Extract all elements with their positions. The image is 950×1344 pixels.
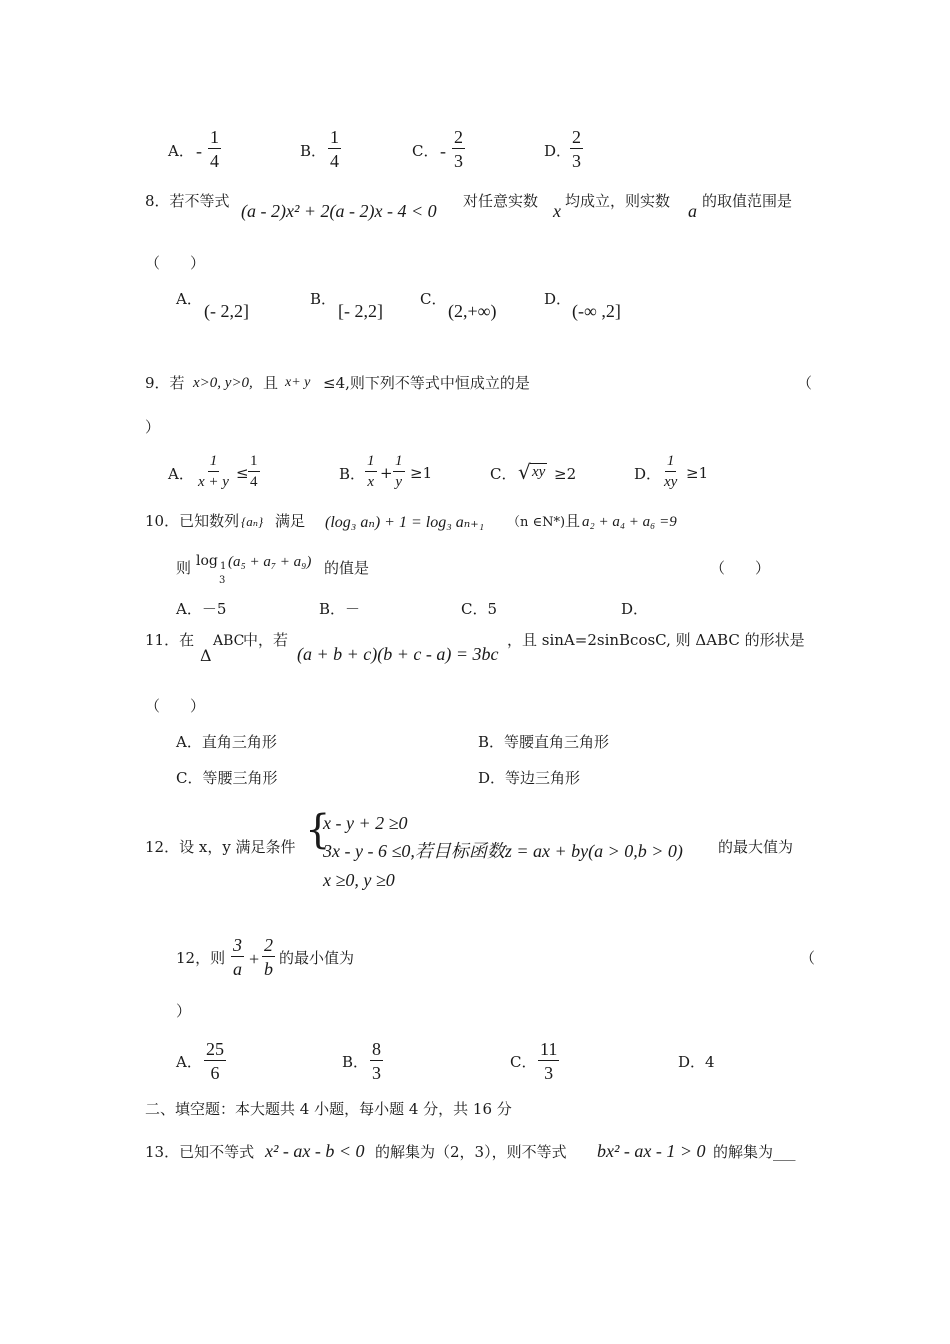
q9-text-2: 且	[263, 374, 279, 392]
q9-option-c-radicand: xy	[532, 464, 546, 480]
q9-option-c-label: C．	[490, 465, 517, 483]
q12-constraint-3: x ≥0, y ≥0	[323, 870, 395, 890]
q8-option-c-value: (2,+∞)	[448, 301, 497, 321]
q9-option-b-fraction: $\frac{1}{x}$	[367, 453, 375, 490]
q8-text-3: 均成立，则实数	[565, 192, 671, 210]
q7-option-b-label: B．	[300, 142, 327, 160]
q10-option-a: A．－5	[176, 600, 227, 618]
q11-option-a: A．直角三角形	[176, 733, 277, 751]
q12-constraint-2: 3x - y - 6 ≤0,若目标函数z = ax + by(a > 0,b > 0)	[323, 841, 683, 861]
q12-constraint-1: x - y + 2 ≥0	[323, 813, 408, 833]
q8-text-2: 对任意实数	[463, 192, 539, 210]
q10-sequence: {aₙ}	[241, 514, 264, 529]
q10-text-2: 满足	[275, 512, 306, 530]
q11-abc: ABC	[213, 633, 245, 649]
q7-option-c-fraction: $\frac{2}{3}$	[454, 127, 463, 171]
q8-var-x: x	[553, 201, 561, 221]
q7-option-a-label: A．	[168, 142, 194, 160]
q9-option-b-plus: +	[380, 464, 393, 482]
q12-option-a-label: A．	[176, 1053, 202, 1071]
q9-option-d-label: D．	[634, 465, 662, 483]
q9-option-d-fraction: $\frac{1}{xy}$	[664, 453, 678, 490]
q9-option-b-relation: ≥1	[410, 464, 433, 482]
q11-stem	[145, 633, 810, 665]
q12-line2-suffix: 的最小值为	[279, 949, 355, 967]
q12-paren-open: （	[800, 949, 816, 967]
q9-paren-open: （	[797, 374, 813, 392]
q10-answer-paren: （ ）	[710, 559, 771, 577]
q8-option-d-value: (-∞ ,2]	[572, 301, 621, 321]
q11-text-3: ，且 sinA=2sinBcosC, 则 ΔABC 的形状是	[507, 631, 805, 649]
q11-text-2: 中，若	[243, 631, 289, 649]
q8-option-d-label: D．	[544, 290, 572, 308]
q13-text-2: 的解集为（2，3），则不等式	[375, 1143, 567, 1161]
q12-fraction-1: $\frac{3}{a}$	[233, 935, 242, 979]
q13-formula-2: bx² - ax - 1 > 0	[597, 1141, 706, 1161]
q12-option-b-label: B．	[342, 1053, 369, 1071]
q10-formula-2: a₂ + a₄ + a₆ =9	[582, 514, 677, 530]
q12-line-2	[176, 935, 816, 984]
q7-option-d-label: D．	[544, 142, 572, 160]
q9-number: 9．若	[145, 374, 185, 392]
section-2-title: 二、填空题：本大题共 4 小题，每小题 4 分，共 16 分	[145, 1100, 512, 1118]
q7-option-b-fraction: $\frac{1}{4}$	[330, 127, 339, 171]
q12-option-d: D．4	[678, 1053, 715, 1071]
q10-log-base-top: 1	[220, 561, 227, 572]
q10-formula: (log₃ aₙ) + 1 = log₃ aₙ₊₁	[325, 514, 485, 531]
q9-option-a-fraction-2: $\frac{1}{4}$	[250, 453, 258, 490]
q8-number: 8．若不等式	[145, 192, 230, 210]
q9-option-c-relation: ≥2	[554, 465, 577, 483]
q8-option-a-label: A．	[176, 290, 202, 308]
q8-answer-paren: （ ）	[145, 254, 206, 272]
q8-var-a: a	[688, 201, 697, 221]
q13-number: 13．已知不等式	[145, 1143, 255, 1161]
q7-option-c-label: C．	[412, 142, 439, 160]
q13-stem	[145, 1140, 810, 1170]
q9-condition-2: x+ y	[285, 375, 311, 390]
q10-options	[176, 602, 656, 622]
q12-plus: +	[249, 949, 260, 969]
q9-paren-close: ）	[145, 418, 161, 436]
q12-fraction-2: $\frac{2}{b}$	[264, 935, 273, 979]
q12-number: 12．设 x，y 满足条件	[145, 838, 296, 856]
q8-stem	[145, 194, 810, 224]
q9-condition: x>0, y>0,	[193, 375, 253, 391]
q12-line2-prefix: 12，则	[176, 949, 226, 967]
q10-condition: （n ∈N*)	[507, 515, 566, 530]
q10-log-base-bottom: 3	[219, 575, 226, 586]
q7-option-c-sign: -	[440, 141, 446, 161]
q10-line-2	[176, 552, 771, 588]
q11-answer-paren: （ ）	[145, 697, 206, 715]
q13-formula: x² - ax - b < 0	[265, 1141, 365, 1161]
q12-stem	[145, 808, 810, 896]
q10-stem	[145, 514, 765, 538]
q9-option-a-relation: ≤	[236, 464, 249, 482]
q11-option-b: B．等腰直角三角形	[478, 733, 610, 751]
q12-paren-close: ）	[176, 1002, 192, 1020]
q10-text-3: 且	[565, 512, 581, 530]
q8-option-b-label: B．	[310, 290, 337, 308]
q9-option-c-radical-icon: √	[518, 460, 531, 484]
q13-text-3: 的解集为___	[713, 1143, 796, 1161]
q8-formula: (a - 2)x² + 2(a - 2)x - 4 < 0	[241, 201, 437, 221]
q10-line2-suffix: 的值是	[324, 559, 370, 577]
q8-option-b-value: [- 2,2]	[338, 301, 383, 321]
q10-line2-prefix: 则	[176, 559, 192, 577]
q12-text-2: 的最大值为	[718, 838, 794, 856]
q12-option-c-fraction: $\frac{11}{3}$	[540, 1039, 558, 1083]
q11-option-d: D．等边三角形	[478, 769, 581, 787]
q11-formula: (a + b + c)(b + c - a) = 3bc	[297, 644, 499, 664]
q7-option-d-fraction: $\frac{2}{3}$	[572, 127, 581, 171]
q12-brace-icon: {	[305, 807, 331, 853]
q10-number: 10．已知数列	[145, 512, 240, 530]
q9-options	[168, 454, 768, 498]
q7-option-a-fraction: $\frac{1}{4}$	[210, 127, 219, 171]
q12-option-b-fraction: $\frac{8}{3}$	[372, 1039, 381, 1083]
q11-option-c: C．等腰三角形	[176, 769, 278, 787]
q11-triangle-symbol: Δ	[200, 646, 212, 665]
q12-options	[176, 1040, 736, 1088]
q9-option-b-label: B．	[339, 465, 366, 483]
q8-options	[176, 292, 676, 322]
q8-option-a-value: (- 2,2]	[204, 301, 249, 321]
q9-option-a-label: A．	[168, 465, 194, 483]
q10-option-b: B．－	[319, 600, 361, 618]
q12-option-c-label: C．	[510, 1053, 537, 1071]
q9-option-a-fraction: $\frac{1}{x + y}$	[198, 453, 229, 490]
q10-log-argument: (a₅ + a₇ + a₉)	[228, 554, 312, 570]
q10-option-c: C．5	[461, 600, 498, 618]
q9-stem	[145, 374, 813, 398]
q9-text-3: ≤4,则下列不等式中恒成立的是	[323, 374, 530, 392]
q8-option-c-label: C．	[420, 290, 447, 308]
q12-option-a-fraction: $\frac{25}{6}$	[206, 1039, 224, 1083]
q10-option-d: D．	[621, 600, 649, 618]
q9-option-d-relation: ≥1	[686, 464, 709, 482]
q11-number: 11．在	[145, 631, 195, 649]
q8-text-4: 的取值范围是	[702, 192, 793, 210]
q7-option-a-sign: -	[196, 141, 202, 161]
q9-option-b-fraction-2: $\frac{1}{y}$	[395, 453, 403, 490]
q10-log-word: log	[196, 553, 218, 569]
